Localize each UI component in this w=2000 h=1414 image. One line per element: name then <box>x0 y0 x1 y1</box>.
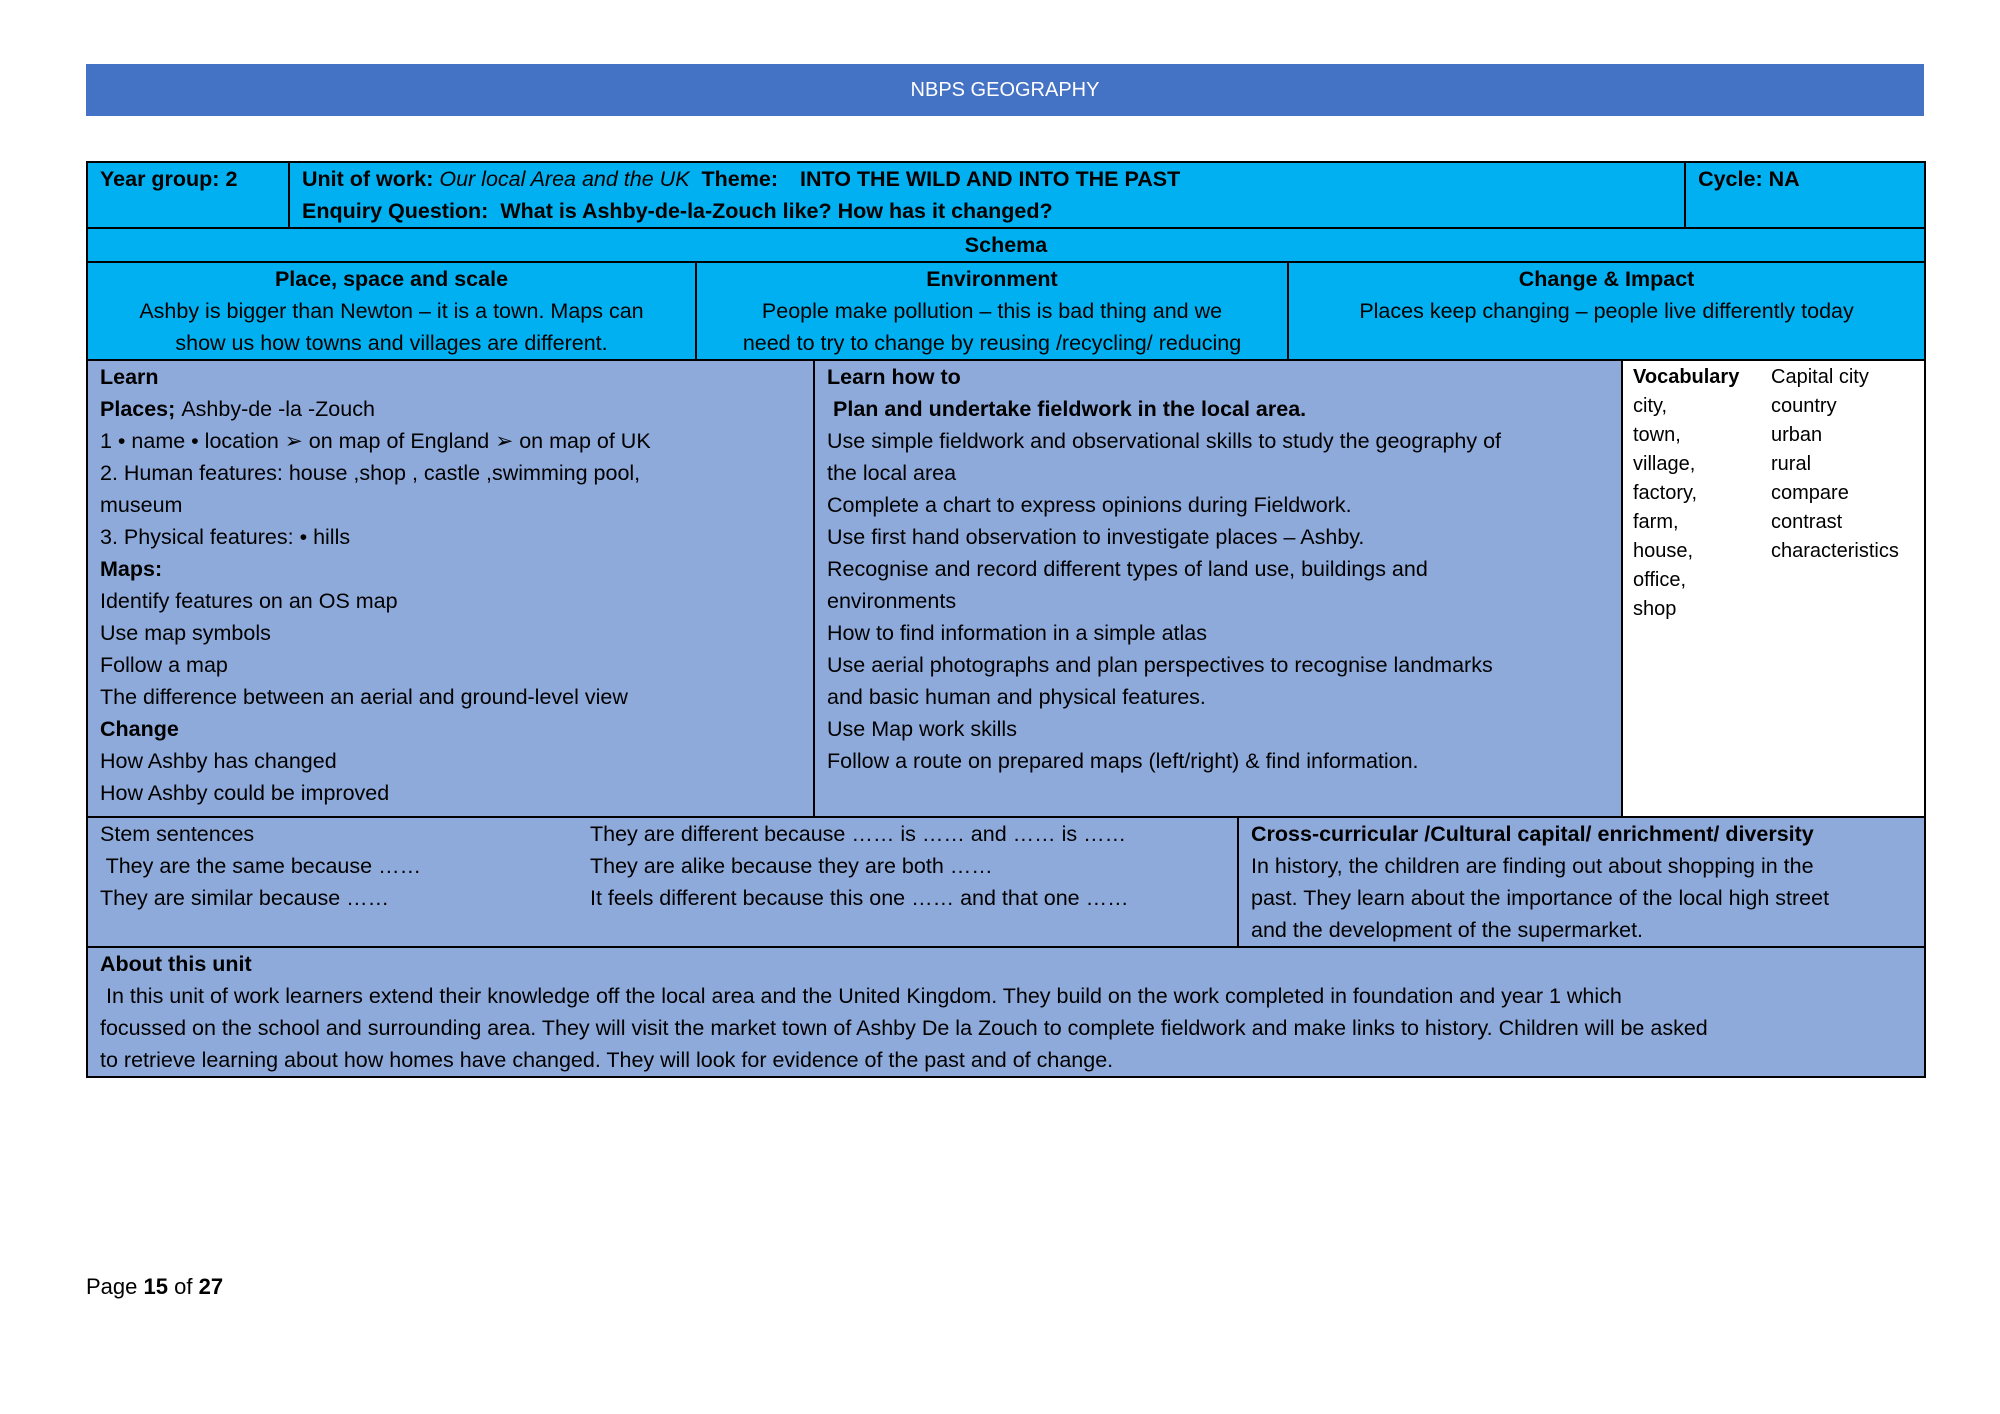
stem-sentences-cell <box>88 818 1239 946</box>
learn-columns <box>87 360 1925 817</box>
cycle-value: Cycle: NA <box>1698 167 1800 191</box>
cycle-cell <box>1685 162 1925 228</box>
learn-row <box>87 360 1925 817</box>
vocab-word: urban <box>1771 424 1823 446</box>
year-group-value: 2 <box>225 167 238 191</box>
learn-how-line: environments <box>827 589 957 613</box>
learn-heading: Learn <box>100 365 159 389</box>
schema-line: Places keep changing – people live differently today <box>1359 299 1854 323</box>
vocab-word: house, <box>1633 540 1694 562</box>
vocab-word: shop <box>1633 598 1677 620</box>
learn-how-line: How to find information in a simple atlas <box>827 621 1208 645</box>
enquiry-value: What is Ashby-de-la-Zouch like? How has it changed? <box>500 199 1053 223</box>
page-word: Page <box>86 1274 138 1299</box>
page-total: 27 <box>198 1274 224 1299</box>
unit-cell <box>289 162 1685 228</box>
vocabulary-cell <box>1623 361 1924 816</box>
schema-heading: Environment <box>926 267 1058 291</box>
vocab-word: town, <box>1633 424 1681 446</box>
stem-columns <box>87 817 1925 947</box>
schema-line: People make pollution – this is bad thing and we <box>761 299 1223 323</box>
schema-line: need to try to change by reusing /recycling/ reducing <box>742 331 1242 355</box>
stem-sentence: They are alike because they are both …… <box>590 854 993 878</box>
stem-sentence: It feels different because this one …… and that one …… <box>590 886 1129 910</box>
vocab-word: city, <box>1633 395 1668 417</box>
about-line: In this unit of work learners extend their knowledge off the local area and the United Kingdom. They build on the work completed in foundation and year 1 which <box>100 984 1622 1008</box>
vocab-word: compare <box>1771 482 1849 504</box>
learn-cell <box>88 361 815 816</box>
about-line: to retrieve learning about how homes have changed. They will look for evidence of the past and of change. <box>100 1048 1114 1072</box>
vocab-word: factory, <box>1633 482 1698 504</box>
stem-row <box>87 817 1925 947</box>
vocab-word: Capital city <box>1771 366 1869 388</box>
about-cell <box>87 947 1925 1077</box>
cross-curricular-line: past. They learn about the importance of the local high street <box>1251 886 1830 910</box>
vocab-word: country <box>1771 395 1837 417</box>
schema-place-space-scale <box>88 263 697 359</box>
about-line: focussed on the school and surrounding area. They will visit the market town of Ashby De la Zouch to complete fieldwork and make links to history. Children will be asked <box>100 1016 1708 1040</box>
schema-line: Ashby is bigger than Newton – it is a town. Maps can <box>139 299 644 323</box>
stem-heading: Stem sentences <box>100 822 255 846</box>
learn-how-cell <box>815 361 1623 816</box>
learn-how-subheading: Plan and undertake fieldwork in the local area. <box>833 397 1307 421</box>
maps-item: The difference between an aerial and ground-level view <box>100 685 628 709</box>
learn-how-line: Use first hand observation to investigate places – Ashby. <box>827 525 1365 549</box>
learn-item: 2. Human features: house ,shop , castle ,swimming pool, <box>100 461 641 485</box>
schema-heading: Change & Impact <box>1518 267 1695 291</box>
learn-how-line: Use Map work skills <box>827 717 1017 741</box>
stem-sentence: They are similar because …… <box>100 886 390 910</box>
schema-change-impact <box>1289 263 1924 359</box>
learn-how-line: and basic human and physical features. <box>827 685 1206 709</box>
learn-how-heading: Learn how to <box>827 365 961 389</box>
change-item: How Ashby has changed <box>100 749 337 773</box>
learn-how-line: Recognise and record different types of land use, buildings and <box>827 557 1428 581</box>
cross-curricular-cell <box>1239 818 1924 946</box>
unit-plan-table <box>86 161 1926 1078</box>
header-row <box>87 162 1925 228</box>
schema-environment <box>697 263 1289 359</box>
learn-how-line: Complete a chart to express opinions during Fieldwork. <box>827 493 1352 517</box>
schema-columns <box>87 262 1925 360</box>
learn-how-line: Use aerial photographs and plan perspectives to recognise landmarks <box>827 653 1493 677</box>
vocab-word: characteristics <box>1771 540 1899 562</box>
vocab-word: farm, <box>1633 511 1679 533</box>
cross-curricular-line: and the development of the supermarket. <box>1251 918 1644 942</box>
maps-item: Identify features on an OS map <box>100 589 398 613</box>
schema-row <box>87 262 1925 360</box>
maps-heading: Maps: <box>100 557 163 581</box>
places-label: Places; <box>100 397 176 421</box>
schema-heading: Place, space and scale <box>274 267 509 291</box>
maps-item: Use map symbols <box>100 621 271 645</box>
enquiry-label: Enquiry Question: <box>302 199 489 223</box>
theme-value: INTO THE WILD AND INTO THE PAST <box>799 167 1181 191</box>
cross-curricular-line: In history, the children are finding out about shopping in the <box>1251 854 1814 878</box>
schema-title: Schema <box>87 228 1925 262</box>
theme-label: Theme: <box>701 167 778 191</box>
banner <box>86 64 1924 116</box>
schema-line: show us how towns and villages are different. <box>175 331 608 355</box>
learn-item: 3. Physical features: • hills <box>100 525 351 549</box>
banner-title: NBPS GEOGRAPHY <box>910 78 1100 101</box>
vocab-word: village, <box>1633 453 1696 475</box>
learn-how-line: Follow a route on prepared maps (left/right) & find information. <box>827 749 1419 773</box>
year-group-label: Year group: <box>100 167 220 191</box>
about-row <box>87 947 1925 1077</box>
maps-item: Follow a map <box>100 653 228 677</box>
learn-item: 1 • name • location ➢ on map of England ➢ on map of UK <box>100 429 651 453</box>
learn-item: museum <box>100 493 183 517</box>
change-item: How Ashby could be improved <box>100 781 390 805</box>
vocabulary-heading: Vocabulary <box>1633 366 1740 388</box>
page-number <box>86 1274 223 1300</box>
cross-curricular-heading: Cross-curricular /Cultural capital/ enrichment/ diversity <box>1251 822 1814 846</box>
year-group-cell <box>87 162 289 228</box>
unit-value: Our local Area and the UK <box>439 167 690 191</box>
learn-how-line: Use simple fieldwork and observational skills to study the geography of <box>827 429 1502 453</box>
stem-sentence: They are different because …… is …… and …… is …… <box>590 822 1127 846</box>
page-of: of <box>174 1274 193 1299</box>
vocab-word: office, <box>1633 569 1686 591</box>
places-value: Ashby-de -la -Zouch <box>181 397 375 421</box>
stem-sentence: They are the same because …… <box>100 854 422 878</box>
vocab-word: rural <box>1771 453 1812 475</box>
unit-label: Unit of work: <box>302 167 434 191</box>
vocab-word: contrast <box>1771 511 1843 533</box>
learn-how-line: the local area <box>827 461 957 485</box>
page-current: 15 <box>143 1274 168 1299</box>
change-heading: Change <box>100 717 179 741</box>
about-heading: About this unit <box>100 952 252 976</box>
schema-title-row <box>87 228 1925 262</box>
